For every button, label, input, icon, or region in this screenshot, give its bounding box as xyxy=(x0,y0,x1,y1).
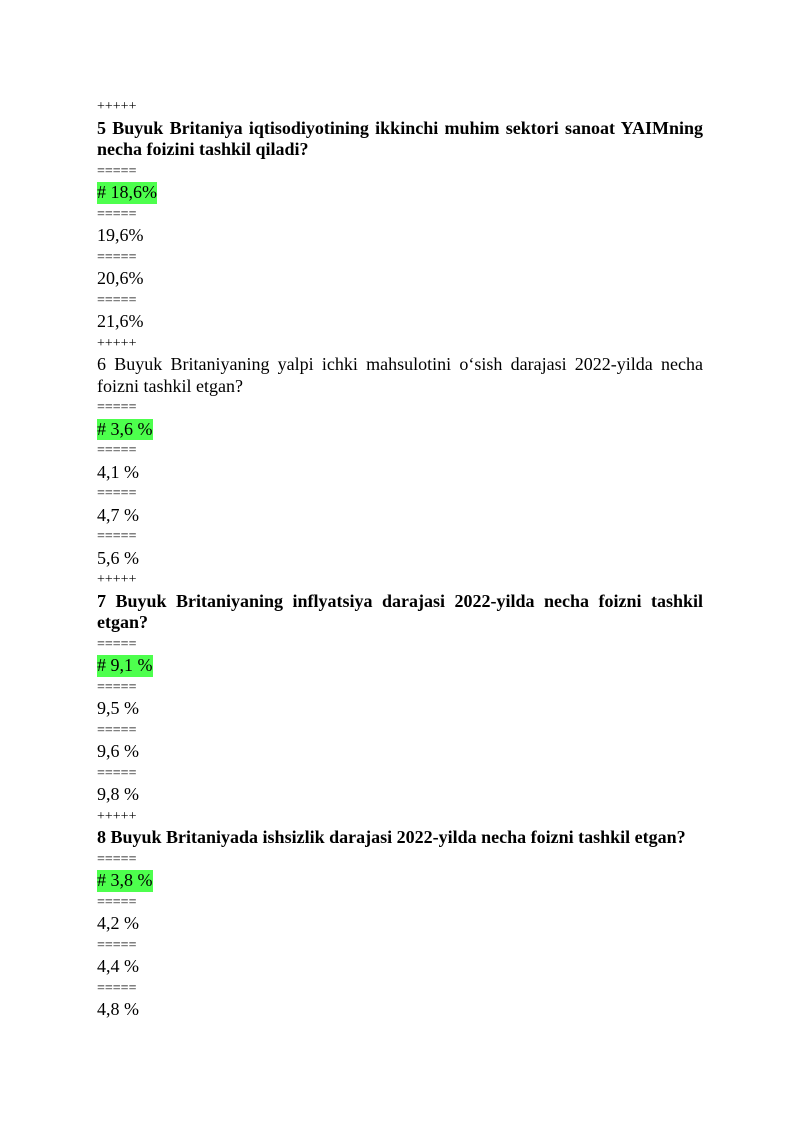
document-page xyxy=(97,96,703,1021)
answer-separator: ===== xyxy=(97,980,137,996)
correct-answer-highlight: # 3,6 % xyxy=(97,418,153,439)
answer-separator: ===== xyxy=(97,292,137,308)
answer-separator: ===== xyxy=(97,163,137,179)
separator: +++++ xyxy=(97,99,137,114)
answer-option: 4,2 % xyxy=(97,913,139,933)
answer-option: 19,6% xyxy=(97,225,144,245)
answer-separator: ===== xyxy=(97,851,137,867)
answer-option: 4,7 % xyxy=(97,504,139,525)
answer-separator: ===== xyxy=(97,937,137,953)
answer-option: 9,5 % xyxy=(97,698,139,718)
answer-option: 9,6 % xyxy=(97,741,139,761)
answer-option: 9,8 % xyxy=(97,784,139,804)
correct-answer-highlight: # 9,1 % xyxy=(97,655,153,675)
correct-answer-highlight: # 3,8 % xyxy=(97,870,153,890)
answer-separator: ===== xyxy=(97,765,137,781)
answer-separator: ===== xyxy=(97,636,137,652)
answer-option: 4,1 % xyxy=(97,461,139,482)
answer-option: 4,4 % xyxy=(97,956,139,976)
answer-option: 5,6 % xyxy=(97,547,139,568)
question-5-text: 5 Buyuk Britaniya iqtisodiyotining ikkinchi muhim sektori sanoat YAIMning necha foizini tashkil qiladi? xyxy=(97,117,703,159)
question-6-text: 6 Buyuk Britaniyaning yalpi ichki mahsulotini o‘sish darajasi 2022-yilda necha foizni tashkil etgan? xyxy=(97,354,703,396)
answer-separator: ===== xyxy=(97,894,137,910)
answer-option: 20,6% xyxy=(97,268,144,288)
answer-separator: ===== xyxy=(97,679,137,695)
answer-separator: ===== xyxy=(97,400,137,415)
question-8-text: 8 Buyuk Britaniyada ishsizlik darajasi 2022-yilda necha foizni tashkil etgan? xyxy=(97,827,686,847)
answer-separator: ===== xyxy=(97,722,137,738)
answer-separator: ===== xyxy=(97,486,137,501)
question-separator: +++++ xyxy=(97,808,137,824)
answer-separator: ===== xyxy=(97,529,137,544)
question-7-text: 7 Buyuk Britaniyaning inflyatsiya darajasi 2022-yilda necha foizni tashkil etgan? xyxy=(97,590,703,632)
answer-separator: ===== xyxy=(97,443,137,458)
correct-answer-highlight: # 18,6% xyxy=(97,182,157,202)
answer-option: 4,8 % xyxy=(97,999,139,1019)
question-separator: +++++ xyxy=(97,572,137,587)
answer-option: 21,6% xyxy=(97,311,144,331)
question-separator: +++++ xyxy=(97,335,137,351)
answer-separator: ===== xyxy=(97,249,137,265)
answer-separator: ===== xyxy=(97,206,137,222)
